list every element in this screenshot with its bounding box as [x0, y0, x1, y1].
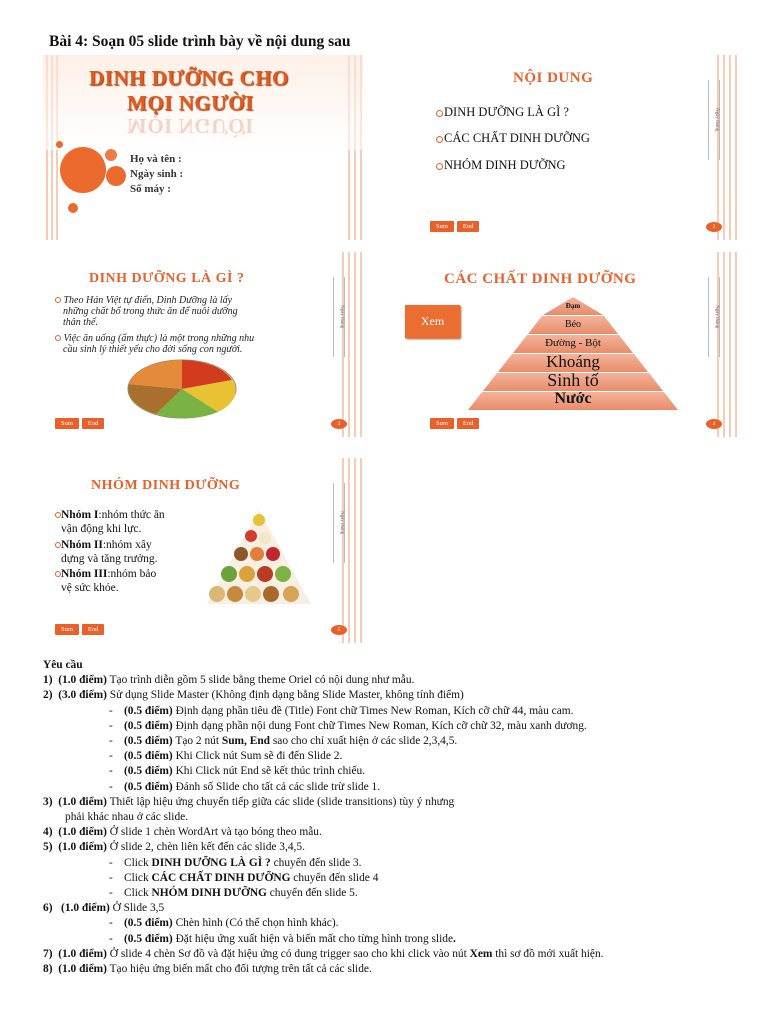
requirement-8: 8) (1.0 điểm) Tạo hiệu ứng biến mất cho đối tượng trên tất cả các slide.	[43, 963, 372, 976]
pyramid-level-mineral: Khoáng	[546, 352, 600, 371]
requirement-3: 3) (1.0 điểm) Thiết lập hiệu ứng chuyển tiếp giữa các slide (slide transitions) tùy ý nhưng	[43, 795, 455, 808]
page-title: Bài 4: Soạn 05 slide trình bày về nội dung sau	[49, 33, 351, 50]
side-tab: Ngày tháng	[333, 483, 345, 563]
slide2-title: NỘI DUNG	[513, 70, 594, 86]
requirement-5b: - Click CÁC CHẤT DINH DƯỠNG chuyển đến slide 4	[109, 871, 379, 884]
requirement-2c: - (0.5 điểm) Tạo 2 nút Sum, End sao cho chỉ xuất hiện ở các slide 2,3,4,5.	[109, 735, 458, 748]
slide1-title-line2: MỌI NGƯỜI	[127, 91, 254, 115]
circle-large	[60, 147, 106, 193]
circle-medium	[106, 166, 126, 186]
slide-number: 4	[706, 419, 722, 429]
pyramid-level-carb: Đường - Bột	[545, 337, 601, 349]
requirement-5: 5) (1.0 điểm) Ở slide 2, chèn liên kết đến các slide 3,4,5.	[43, 841, 305, 854]
requirement-4: 4) (1.0 điểm) Ở slide 1 chèn WordArt và tạo bóng theo mẫu.	[43, 826, 322, 839]
end-button[interactable]: End	[82, 418, 104, 429]
pyramid-level-protein: Đạm	[565, 302, 581, 310]
slide1-field-dob: Ngày sinh :	[130, 168, 184, 180]
side-tab: Ngày tháng	[333, 277, 345, 357]
requirement-6b: - (0.5 điểm) Đặt hiệu ứng xuất hiện và biến mất cho từng hình trong slide.	[109, 932, 456, 945]
slide2-item-3[interactable]: NHÓM DINH DƯỠNG	[436, 158, 566, 173]
sum-button[interactable]: Sum	[55, 418, 79, 429]
requirements-list	[43, 658, 733, 977]
xem-button[interactable]: Xem	[405, 305, 460, 338]
requirement-5c: - Click NHÓM DINH DƯỠNG chuyển đến slide 5.	[109, 887, 358, 900]
sum-button[interactable]: Sum	[430, 221, 454, 232]
slide2-item-2[interactable]: CÁC CHẤT DINH DƯỠNG	[436, 131, 590, 146]
food-pyramid-image	[199, 508, 319, 608]
slide4-title: CÁC CHẤT DINH DƯỠNG	[444, 271, 637, 287]
slide-3	[43, 252, 363, 437]
slide3-para-1: Theo Hán Việt tự điển, Dinh Dưỡng là lấy những chất bổ trong thức ăn để nuôi dưỡng thân thể.	[55, 295, 238, 328]
circle-small	[105, 149, 117, 161]
slide1-title-line1: DINH DƯỠNG CHO	[89, 66, 289, 90]
requirement-3-cont: phải khác nhau ở các slide.	[65, 811, 189, 824]
pyramid-level-water: Nước	[554, 390, 592, 407]
slide-2	[418, 55, 738, 240]
requirement-2d: - (0.5 điểm) Khi Click nút Sum sẽ đi đến Slide 2.	[109, 750, 343, 763]
slide5-group-2: Nhóm II:nhóm xây dựng và tăng trưởng.	[55, 538, 157, 566]
requirements-heading: Yêu cầu	[43, 659, 83, 671]
sum-button[interactable]: Sum	[430, 418, 454, 429]
requirement-7: 7) (1.0 điểm) Ở slide 4 chèn Sơ đồ và đặt hiệu ứng có dung trigger sao cho khi click vào nút Xem thì sơ đồ mới xuất hiện.	[43, 947, 604, 960]
slide-number: 3	[331, 419, 347, 429]
slide1-field-machine: Số máy :	[130, 183, 171, 195]
requirement-2f: - (0.5 điểm) Đánh số Slide cho tất cả các slide trừ slide 1.	[109, 780, 381, 793]
slide3-title: DINH DƯỠNG LÀ GÌ ?	[89, 271, 245, 286]
slide-1	[43, 55, 363, 240]
requirement-2b: - (0.5 điểm) Định dạng phần nội dung Font chữ Times New Roman, Kích cỡ chữ 32, màu xanh dương.	[109, 719, 587, 732]
slide-5	[43, 458, 363, 643]
requirement-2e: - (0.5 điểm) Khi Click nút End sẽ kết thúc trình chiếu.	[109, 765, 366, 778]
slide5-title: NHÓM DINH DƯỠNG	[91, 478, 241, 493]
slide2-item-1[interactable]: DINH DƯỠNG LÀ GÌ ?	[436, 105, 569, 120]
pyramid-level-vitamin: Sinh tố	[547, 370, 599, 390]
food-plate-image	[126, 358, 238, 420]
slide1-field-name: Họ và tên :	[130, 153, 182, 165]
circle-tiny-2	[56, 141, 63, 148]
slide-number: 2	[706, 222, 722, 232]
requirement-6: 6) (1.0 điểm) Ở Slide 3,5	[43, 902, 165, 915]
slide5-group-3: Nhóm III:nhóm bảo vệ sức khỏe.	[55, 567, 156, 595]
slide5-group-1: Nhóm I:nhóm thức ăn vận động khi lực.	[55, 508, 165, 536]
slide1-title-reflection: MỌI NGƯỜI	[127, 114, 254, 138]
sum-button[interactable]: Sum	[55, 624, 79, 635]
end-button[interactable]: End	[457, 221, 479, 232]
requirement-1: 1) (1.0 điểm) Tạo trình diễn gồm 5 slide bằng theme Oriel có nội dung như mẫu.	[43, 674, 415, 687]
slide-number: 5	[331, 625, 347, 635]
end-button[interactable]: End	[457, 418, 479, 429]
requirement-2: 2) (3.0 điểm) Sử dụng Slide Master (Không định dạng bằng Slide Master, không tính điểm)	[43, 689, 464, 702]
pyramid-level-fat: Béo	[564, 319, 582, 330]
side-tab: Ngày tháng	[708, 277, 720, 357]
circle-tiny	[68, 203, 78, 213]
side-tab: Ngày tháng	[708, 80, 720, 160]
requirement-5a: - Click DINH DƯỠNG LÀ GÌ ? chuyển đến slide 3.	[109, 856, 362, 869]
slide-4	[418, 252, 738, 437]
requirement-2a: - (0.5 điểm) Định dạng phần tiêu đề (Title) Font chữ Times New Roman, Kích cỡ chữ 44, màu cam.	[109, 704, 574, 717]
requirement-6a: - (0.5 điểm) Chèn hình (Có thể chọn hình khác).	[109, 917, 339, 930]
end-button[interactable]: End	[82, 624, 104, 635]
slide3-para-2: Việc ăn uống (ẩm thực) là một trong những nhu cầu sinh lý thiết yếu cho đời sống con người.	[55, 333, 254, 355]
